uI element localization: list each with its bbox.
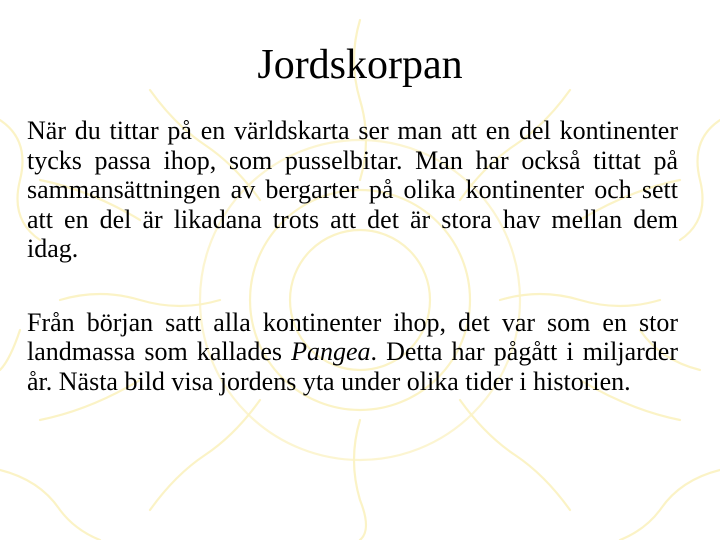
paragraph-continents-fit: När du tittar på en världskarta ser man att en del kontinenter tycks passa ihop, som pusselbitar. Man har också tittat på sammansättningen av bergarter på olika kontinenter och sett att en del är likadana trots att det är stora hav mellan dem idag. <box>27 116 678 263</box>
slide-title: Jordskorpan <box>257 42 463 88</box>
paragraph-pangea-text-end: . Detta har pågått i miljarder år. Nästa bild visa jordens yta under olika tider i historien. <box>27 337 678 396</box>
pangea-term: Pangea <box>291 337 371 366</box>
paragraph-pangea-text-start: Från början satt alla kontinenter ihop, det var som en stor landmassa som kallades <box>27 307 678 366</box>
paragraph-pangea <box>27 308 678 397</box>
slide-body <box>27 116 678 396</box>
